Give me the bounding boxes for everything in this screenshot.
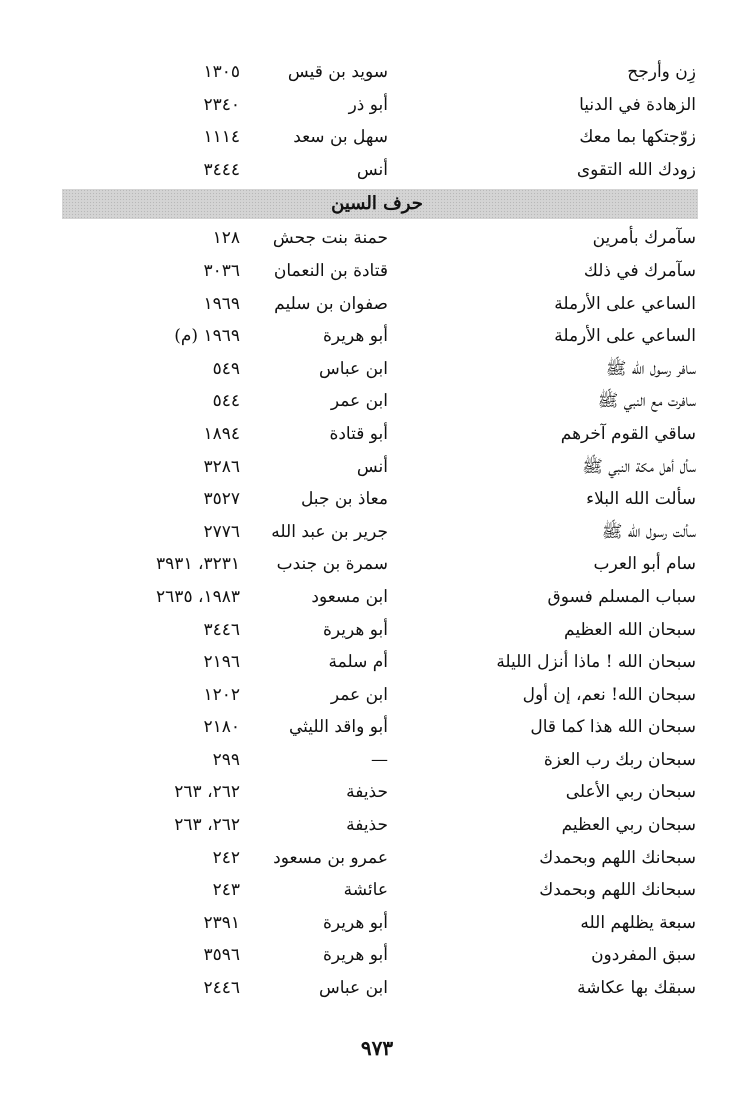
index-row — [0, 288, 754, 321]
hadith-opening-text: سآمرك في ذلك — [583, 260, 696, 281]
narrator-name: حمنة بنت جحش — [272, 228, 388, 249]
hadith-opening-text: زوّجتكها بما معك — [579, 127, 696, 148]
narrator-name: سمرة بن جندب — [276, 554, 388, 575]
narrator-name: أنس — [356, 159, 388, 180]
hadith-number: ٢١٨٠ — [203, 717, 240, 738]
index-row — [0, 907, 754, 940]
index-row — [0, 939, 754, 972]
hadith-number: ١٢٠٢ — [203, 684, 240, 705]
hadith-number: ١٣٠٥ — [203, 62, 240, 82]
entries-before — [0, 56, 754, 186]
hadith-opening-text: سبحان الله هذا كما قال — [530, 717, 696, 738]
section-header — [0, 186, 754, 222]
narrator-name: حذيفة — [346, 815, 388, 836]
index-row — [0, 744, 754, 777]
narrator-name: جرير بن عبد الله — [271, 521, 388, 542]
index-row — [0, 581, 754, 614]
index-table — [0, 56, 754, 1005]
hadith-number: ٣٤٤٤ — [203, 159, 240, 180]
index-row — [0, 222, 754, 255]
hadith-opening-text: سألت رسول الله ﷺ — [601, 521, 696, 542]
hadith-opening-text: الساعي على الأرملة — [554, 326, 696, 347]
hadith-opening-text: سافر رسول الله ﷺ — [605, 358, 696, 379]
hadith-opening-text: سبحان ربي الأعلى — [565, 782, 696, 803]
hadith-opening-text: سبق المفردون — [591, 945, 696, 966]
hadith-opening-text: سبحان ربي العظيم — [561, 815, 696, 836]
narrator-name: حذيفة — [346, 782, 388, 803]
hadith-number: ٢٧٧٦ — [203, 521, 240, 542]
narrator-name: أبو واقد الليثي — [289, 717, 388, 738]
index-row — [0, 874, 754, 907]
narrator-name: أبو ذر — [348, 94, 388, 115]
narrator-name: أبو هريرة — [322, 326, 388, 347]
hadith-number: ٣٥٢٧ — [203, 489, 240, 510]
page-number: ٩٧٣ — [360, 1036, 394, 1060]
hadith-number: ١٩٦٩ (م) — [174, 326, 240, 347]
index-row — [0, 972, 754, 1005]
narrator-name: أبو هريرة — [322, 619, 388, 640]
entries-after — [0, 222, 754, 1004]
index-row — [0, 89, 754, 122]
index-row — [0, 418, 754, 451]
hadith-number: ١٨٩٤ — [203, 423, 240, 444]
index-row — [0, 646, 754, 679]
index-row — [0, 385, 754, 418]
hadith-opening-text: سبحانك اللهم وبحمدك — [539, 880, 696, 901]
hadith-number: ٢١٩٦ — [203, 652, 240, 673]
narrator-name: ابن عباس — [318, 978, 388, 999]
hadith-opening-text: سبقك بها عكاشة — [577, 978, 696, 999]
hadith-number: ٢٦٢، ٢٦٣ — [174, 782, 240, 803]
index-row — [0, 483, 754, 516]
narrator-name: معاذ بن جبل — [300, 489, 388, 510]
index-row — [0, 614, 754, 647]
narrator-name: ابن عباس — [318, 358, 388, 379]
hadith-number: ٣٢٨٦ — [203, 456, 240, 477]
index-row — [0, 776, 754, 809]
hadith-opening-text: سبحانك اللهم وبحمدك — [539, 847, 696, 868]
hadith-opening-text: سبحان ربك رب العزة — [543, 749, 696, 770]
hadith-number: ٣٥٩٦ — [203, 945, 240, 966]
narrator-name: ابن عمر — [330, 391, 388, 412]
hadith-number: ٢٣٩١ — [203, 912, 240, 933]
index-row — [0, 255, 754, 288]
hadith-opening-text: زِن وأرجح — [627, 62, 696, 82]
narrator-name: أبو هريرة — [322, 912, 388, 933]
index-row — [0, 121, 754, 154]
hadith-opening-text: سبحان الله ! ماذا أنزل الليلة — [496, 652, 696, 673]
hadith-number: ٥٤٤ — [212, 391, 240, 412]
hadith-number: ٣٤٤٦ — [203, 619, 240, 640]
index-row — [0, 548, 754, 581]
hadith-number: ٣٢٣١، ٣٩٣١ — [156, 554, 240, 575]
hadith-number: ٢٤٤٦ — [203, 978, 240, 999]
narrator-name: أنس — [356, 456, 388, 477]
hadith-number: ٢٤٢ — [212, 847, 240, 868]
hadith-opening-text: سآمرك بأمرين — [592, 228, 696, 249]
narrator-name: ابن مسعود — [311, 586, 388, 607]
hadith-number: ٢٤٣ — [212, 880, 240, 901]
index-row — [0, 516, 754, 549]
narrator-name: — — [371, 749, 388, 770]
hadith-opening-text: سبعة يظلهم الله — [580, 912, 696, 933]
narrator-name: أبو قتادة — [329, 423, 388, 444]
index-row — [0, 679, 754, 712]
narrator-name: سويد بن قيس — [287, 62, 388, 82]
index-row — [0, 809, 754, 842]
hadith-opening-text: سبحان الله العظيم — [564, 619, 696, 640]
hadith-number: ٢٦٢، ٢٦٣ — [174, 815, 240, 836]
narrator-name: صفوان بن سليم — [274, 293, 388, 314]
hadith-opening-text: سافرت مع النبي ﷺ — [597, 391, 696, 412]
index-row — [0, 320, 754, 353]
hadith-number: ٥٤٩ — [212, 358, 240, 379]
hadith-number: ١٩٦٩ — [203, 293, 240, 314]
index-row — [0, 353, 754, 386]
hadith-opening-text: سبحان الله! نعم، إن أول — [522, 684, 696, 705]
hadith-number: ٣٠٣٦ — [203, 260, 240, 281]
narrator-name: ابن عمر — [330, 684, 388, 705]
hadith-opening-text: سألت الله البلاء — [586, 489, 696, 510]
hadith-opening-text: الساعي على الأرملة — [554, 293, 696, 314]
index-row — [0, 711, 754, 744]
narrator-name: عائشة — [343, 880, 388, 901]
hadith-opening-text: الزهادة في الدنيا — [579, 94, 696, 115]
index-row — [0, 56, 754, 89]
hadith-opening-text: سأل أهل مكة النبي ﷺ — [582, 456, 696, 477]
hadith-opening-text: سباب المسلم فسوق — [547, 586, 696, 607]
section-header-label: حرف السين — [331, 193, 423, 215]
hadith-number: ١١١٤ — [203, 127, 240, 148]
hadith-opening-text: سام أبو العرب — [593, 554, 696, 575]
narrator-name: أبو هريرة — [322, 945, 388, 966]
narrator-name: سهل بن سعد — [293, 127, 388, 148]
narrator-name: قتادة بن النعمان — [273, 260, 388, 281]
index-row — [0, 451, 754, 484]
hadith-number: ١٩٨٣، ٢٦٣٥ — [156, 586, 240, 607]
hadith-number: ١٢٨ — [212, 228, 240, 249]
index-row — [0, 842, 754, 875]
hadith-opening-text: زودك الله التقوى — [576, 159, 696, 180]
index-row — [0, 154, 754, 187]
hadith-opening-text: ساقي القوم آخرهم — [560, 423, 696, 444]
hadith-number: ٢٩٩ — [212, 749, 240, 770]
narrator-name: أم سلمة — [328, 652, 388, 673]
hadith-number: ٢٣٤٠ — [203, 94, 240, 115]
narrator-name: عمرو بن مسعود — [273, 847, 388, 868]
